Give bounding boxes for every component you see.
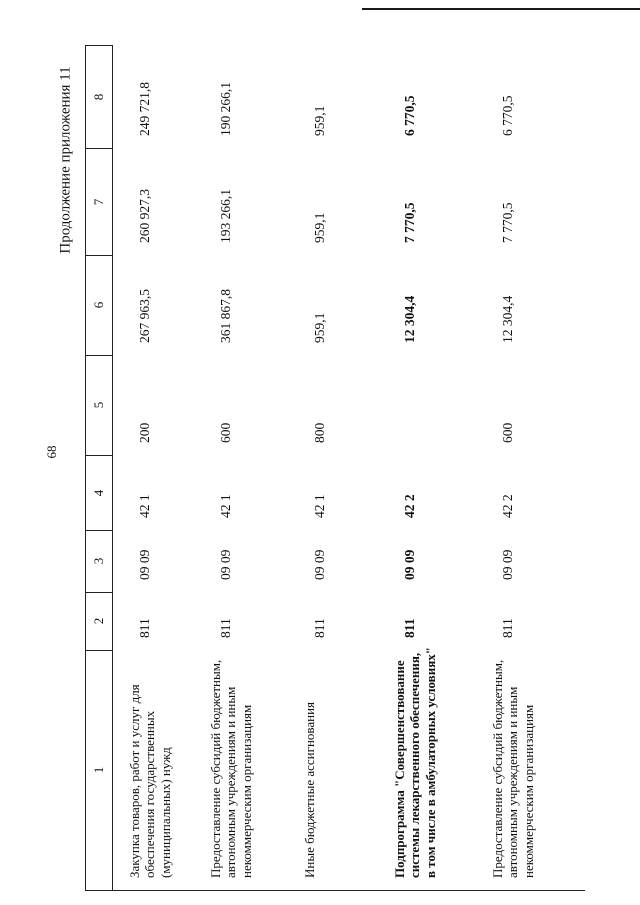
header-col-5: 5 xyxy=(90,401,106,409)
cell-c4: 42 2 xyxy=(500,494,515,518)
row-name: Предоставление субсидий бюджетным, автономным учреждениям и иным некоммерческим организациям xyxy=(490,659,536,878)
cell-c4: 42 1 xyxy=(137,494,152,518)
row-name: Закупка товаров, работ и услуг для обеспечения государственных (муниципальных) нужд xyxy=(127,684,173,878)
header-col-6: 6 xyxy=(90,301,106,309)
cell-c8: 959,1 xyxy=(312,105,327,136)
cell-c8: 6 770,5 xyxy=(500,95,515,136)
column-divider xyxy=(85,355,112,356)
cell-c8: 249 721,8 xyxy=(137,82,152,136)
column-divider xyxy=(85,592,112,593)
cell-c2: 811 xyxy=(312,618,327,638)
page-number: 68 xyxy=(44,445,59,459)
cell-c4: 42 1 xyxy=(312,494,327,518)
table-border-left xyxy=(85,45,86,890)
cell-c7: 193 266,1 xyxy=(218,189,233,243)
table-bottom-border xyxy=(85,890,585,891)
cell-c7: 7 770,5 xyxy=(402,202,417,243)
header-col-7: 7 xyxy=(90,198,106,205)
cell-c2: 811 xyxy=(218,618,233,638)
cell-c8: 190 266,1 xyxy=(218,82,233,136)
row-name: Подпрограмма "Совершенствование системы лекарственного обеспечения, в том числе в амбулаторных условиях" xyxy=(392,647,438,878)
cell-c6: 267 963,5 xyxy=(137,289,152,343)
cell-c3: 09 09 xyxy=(137,549,152,580)
cell-c5: 600 xyxy=(500,422,515,443)
header-col-4: 4 xyxy=(90,489,106,496)
scan-edge-line xyxy=(362,8,640,10)
cell-c3: 09 09 xyxy=(312,549,327,580)
row-name: Иные бюджетные ассигнования xyxy=(302,701,317,878)
column-divider xyxy=(85,255,112,256)
column-divider xyxy=(85,148,112,149)
cell-c2: 811 xyxy=(402,618,417,638)
continuation-label: Продолжение приложения 11 xyxy=(57,66,74,254)
cell-c2: 811 xyxy=(500,618,515,638)
header-col-8: 8 xyxy=(90,93,106,100)
cell-c2: 811 xyxy=(137,618,152,638)
cell-c4: 42 1 xyxy=(218,494,233,518)
header-bottom-rule xyxy=(112,45,113,890)
cell-c4: 42 2 xyxy=(402,494,417,518)
column-divider xyxy=(85,530,112,531)
cell-c5: 600 xyxy=(218,422,233,443)
row-name: Предоставление субсидий бюджетным, автономным учреждениям и иным некоммерческим организациям xyxy=(208,659,254,878)
column-divider xyxy=(85,650,112,651)
cell-c6: 12 304,4 xyxy=(402,295,417,343)
header-col-1: 1 xyxy=(90,766,106,774)
header-col-2: 2 xyxy=(90,617,106,625)
cell-c3: 09 09 xyxy=(402,549,417,580)
cell-c6: 12 304,4 xyxy=(500,295,515,343)
cell-c6: 959,1 xyxy=(312,312,327,343)
column-divider xyxy=(85,45,112,46)
cell-c8: 6 770,5 xyxy=(402,95,417,136)
cell-c6: 361 867,8 xyxy=(218,289,233,343)
cell-c3: 09 09 xyxy=(218,549,233,580)
cell-c7: 959,1 xyxy=(312,212,327,243)
column-divider xyxy=(85,455,112,456)
cell-c5: 800 xyxy=(312,422,327,443)
cell-c7: 7 770,5 xyxy=(500,202,515,243)
cell-c3: 09 09 xyxy=(500,549,515,580)
cell-c5: 200 xyxy=(137,422,152,443)
cell-c7: 260 927,3 xyxy=(137,189,152,243)
header-col-3: 3 xyxy=(90,557,106,565)
